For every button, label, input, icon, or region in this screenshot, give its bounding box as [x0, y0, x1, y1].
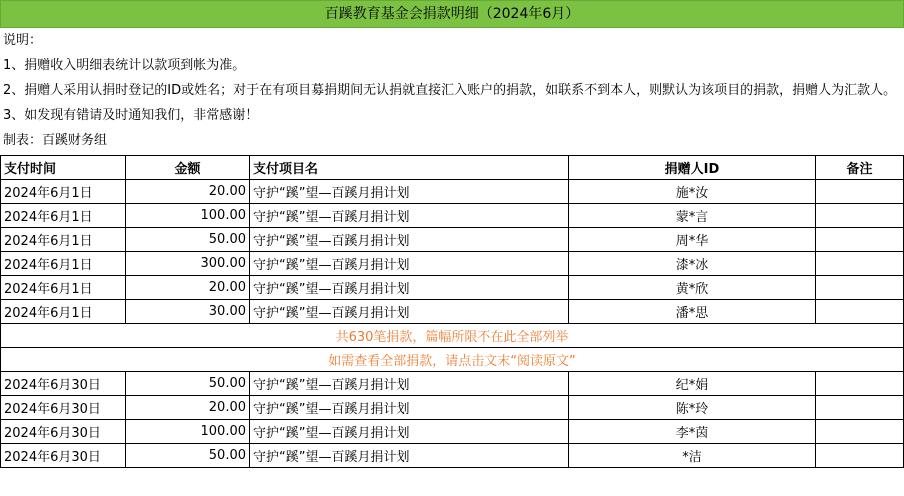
cell-remark — [816, 228, 904, 252]
cell-remark — [816, 372, 904, 396]
cell-donor-id: 周*华 — [569, 228, 816, 252]
cell-amount: 50.00 — [126, 228, 250, 252]
cell-amount: 30.00 — [126, 300, 250, 324]
table-row — [1, 204, 904, 228]
notice-row — [1, 324, 904, 348]
notice-count: 共630笔捐款，篇幅所限不在此全部列举 — [1, 324, 904, 348]
cell-donor-id: 漆*冰 — [569, 252, 816, 276]
cell-amount: 20.00 — [126, 180, 250, 204]
table-row — [1, 252, 904, 276]
cell-donor-id: 黄*欣 — [569, 276, 816, 300]
donation-table — [0, 155, 904, 468]
header-remark: 备注 — [816, 156, 904, 180]
cell-donor-id: 潘*思 — [569, 300, 816, 324]
cell-amount: 20.00 — [126, 396, 250, 420]
cell-payment-time: 2024年6月30日 — [1, 420, 126, 444]
table-row — [1, 444, 904, 468]
note-line-3: 3、如发现有错请及时通知我们，非常感谢！ — [3, 108, 259, 123]
note-line-1: 1、捐赠收入明细表统计以款项到帐为准。 — [3, 58, 246, 73]
cell-payment-time: 2024年6月30日 — [1, 372, 126, 396]
cell-payment-time: 2024年6月1日 — [1, 228, 126, 252]
cell-project-name: 守护“蹊”望—百蹊月捐计划 — [250, 228, 569, 252]
cell-project-name: 守护“蹊”望—百蹊月捐计划 — [250, 420, 569, 444]
cell-donor-id: 纪*娟 — [569, 372, 816, 396]
cell-project-name: 守护“蹊”望—百蹊月捐计划 — [250, 372, 569, 396]
table-row — [1, 420, 904, 444]
table-row — [1, 228, 904, 252]
cell-remark — [816, 180, 904, 204]
header-payment-time: 支付时间 — [1, 156, 126, 180]
cell-remark — [816, 444, 904, 468]
cell-payment-time: 2024年6月1日 — [1, 180, 126, 204]
cell-donor-id: 施*汝 — [569, 180, 816, 204]
table-row — [1, 276, 904, 300]
cell-project-name: 守护“蹊”望—百蹊月捐计划 — [250, 276, 569, 300]
note-prepared-by: 制表：百蹊财务组 — [3, 133, 108, 148]
header-donor-id: 捐赠人ID — [569, 156, 816, 180]
cell-amount: 50.00 — [126, 372, 250, 396]
note-line-2: 2、捐赠人采用认捐时登记的ID或姓名；对于在有项目募捐期间无认捐就直接汇入账户的捐款，如联系不到本人，则默认为该项目的捐款，捐赠人为汇款人。 — [3, 83, 897, 98]
cell-payment-time: 2024年6月30日 — [1, 444, 126, 468]
note-heading: 说明： — [3, 33, 43, 48]
table-row — [1, 396, 904, 420]
cell-project-name: 守护“蹊”望—百蹊月捐计划 — [250, 252, 569, 276]
cell-amount: 50.00 — [126, 444, 250, 468]
cell-project-name: 守护“蹊”望—百蹊月捐计划 — [250, 396, 569, 420]
table-body — [1, 180, 904, 468]
cell-donor-id: 李*茵 — [569, 420, 816, 444]
cell-amount: 300.00 — [126, 252, 250, 276]
table-row — [1, 180, 904, 204]
cell-project-name: 守护“蹊”望—百蹊月捐计划 — [250, 444, 569, 468]
cell-donor-id: 蒙*言 — [569, 204, 816, 228]
cell-remark — [816, 300, 904, 324]
cell-project-name: 守护“蹊”望—百蹊月捐计划 — [250, 180, 569, 204]
cell-payment-time: 2024年6月1日 — [1, 204, 126, 228]
cell-amount: 100.00 — [126, 204, 250, 228]
cell-payment-time: 2024年6月30日 — [1, 396, 126, 420]
cell-remark — [816, 420, 904, 444]
cell-amount: 20.00 — [126, 276, 250, 300]
notice-row — [1, 348, 904, 372]
cell-donor-id: 陈*玲 — [569, 396, 816, 420]
sheet-title: 百蹊教育基金会捐款明细（2024年6月） — [0, 0, 904, 28]
cell-amount: 100.00 — [126, 420, 250, 444]
header-amount: 金额 — [126, 156, 250, 180]
cell-remark — [816, 276, 904, 300]
table-row — [1, 372, 904, 396]
table-header-row — [1, 156, 904, 180]
cell-project-name: 守护“蹊”望—百蹊月捐计划 — [250, 300, 569, 324]
header-project-name: 支付项目名 — [250, 156, 569, 180]
cell-payment-time: 2024年6月1日 — [1, 276, 126, 300]
cell-remark — [816, 396, 904, 420]
cell-project-name: 守护“蹊”望—百蹊月捐计划 — [250, 204, 569, 228]
cell-payment-time: 2024年6月1日 — [1, 252, 126, 276]
cell-payment-time: 2024年6月1日 — [1, 300, 126, 324]
table-row — [1, 300, 904, 324]
notice-read-original: 如需查看全部捐款，请点击文末“阅读原文” — [1, 348, 904, 372]
cell-donor-id: *洁 — [569, 444, 816, 468]
cell-remark — [816, 204, 904, 228]
cell-remark — [816, 252, 904, 276]
